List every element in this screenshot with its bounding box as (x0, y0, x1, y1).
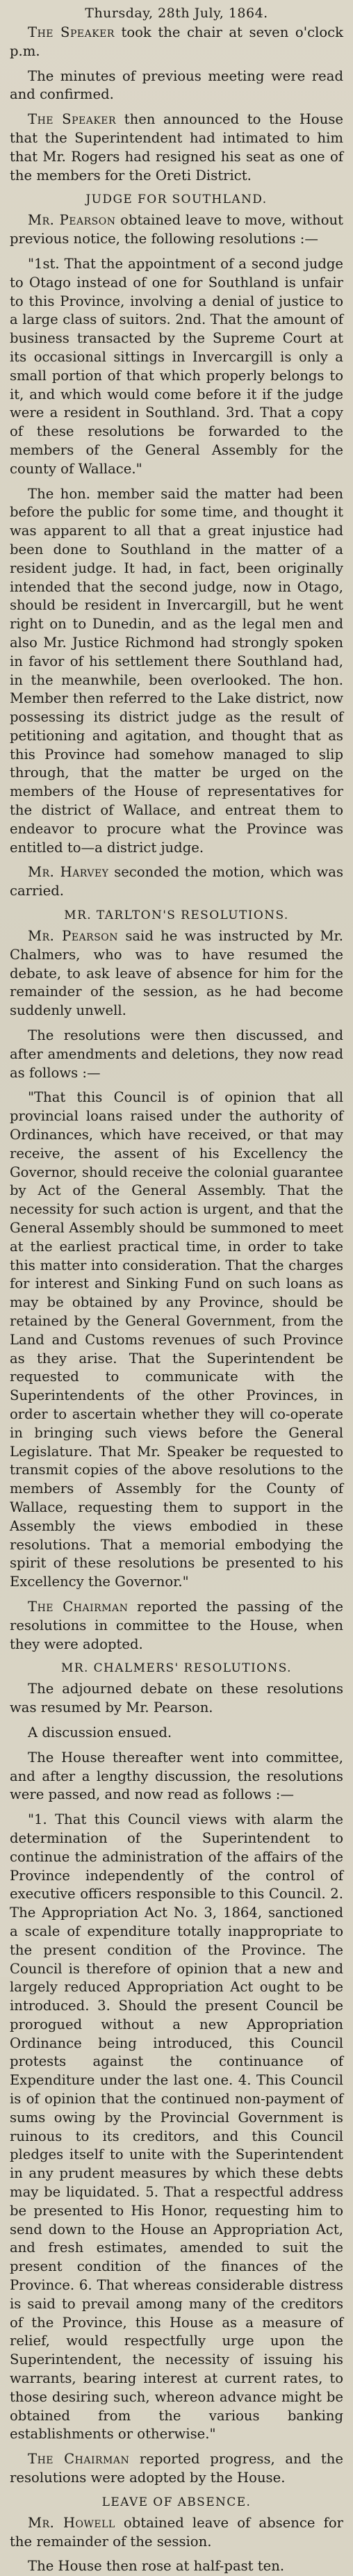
section-heading: LEAVE OF ABSENCE. (101, 2495, 252, 2509)
paragraph-text: obtained leave to move, without previous notice, the following resolutions :— (10, 212, 344, 247)
paragraph (10, 2557, 343, 2576)
paragraph-text: The resolutions were then discussed, and after amendments and deletions, they now read as follows :— (10, 1027, 343, 1081)
paragraph (10, 1598, 343, 1654)
article-body (10, 24, 343, 2576)
paragraph-text: reported the passing of the resolutions in committee to the House, when they were adopted. (10, 1598, 343, 1652)
date-line: Thursday, 28th July, 1864. (85, 6, 268, 21)
paragraph (10, 927, 343, 1020)
paragraph-text: A discussion ensued. (28, 1724, 172, 1741)
paragraph-text: took the chair at seven o'clock p.m. (10, 24, 343, 59)
speaker-name: The Chairman (28, 2451, 130, 2468)
speaker-name: The Speaker (28, 111, 117, 128)
paragraph-text: The adjourned debate on these resolutions was resumed by Mr. Pearson. (10, 1681, 343, 1716)
paragraph-text: The House thereafter went into committee, and after a lengthy discussion, the resolutions were passed, and now read as follows :— (10, 1749, 343, 1803)
paragraph-text: obtained leave of absence for the remainder of the session. (10, 2514, 344, 2550)
paragraph-text: then announced to the House that the Superintendent had intimated to him that Mr. Rogers had resigned his seat as one of the members for the Oreti District. (10, 111, 343, 184)
paragraph-text: The House then rose at half-past ten. (28, 2558, 285, 2575)
paragraph (10, 1811, 343, 2444)
paragraph-text: "That this Council is of opinion that all provincial loans raised under the authority of Ordinances, which have received, or that may receive, the assent of his Excellency the Governor, should receive the colonial guarantee by Act of the General Assembly. That the necessity for such action is urgent, and that the General Assembly should be summoned to meet at the earliest practical time, in order to take this matter into consideration. That the charges for interest and Sinking Fund on such loans as may be obtained by any Province, should be retained by the General Government, from the Land and Customs revenues of such Province as they arise. That the Superintendent be requested to communicate with the Superintendents of the other Provinces, in order to ascertain whether they will co-operate in bringing such views before the General Legislature. That Mr. Speaker be requested to transmit copies of the above resolutions to the members of Assembly for the County of Wallace, requesting them to support in the Assembly the views embodied in these resolutions. That a memorial embodying the spirit of these resolutions be presented to his Excellency the Governor." (10, 1089, 343, 1590)
paragraph (10, 863, 343, 901)
paragraph (10, 2514, 343, 2552)
paragraph-text: The hon. member said the matter had been before the public for some time, and thought it was apparent to all that a great injustice had been done to Southland in the matter of a resident judge. It had, in fact, been originally intended that the second judge, now in Otago, should be resident in Invercargill, but he went right on to Dunedin, and as the legal men and also Mr. Justice Richmond had strongly spoken in favor of his settlement there Southland had, in the meanwhile, been overlooked. The hon. Member then referred to the Lake district, now possessing its district judge as the result of petitioning and agitation, and thought that as this Province had somehow managed to slip through, that the matter be urged on the members of the House of representatives for the district of Wallace, and entreat them to endeavor to procure what the Province was entitled to—a district judge. (10, 485, 343, 856)
paragraph (10, 485, 343, 858)
paragraph (10, 67, 343, 105)
paragraph (10, 1749, 343, 1804)
paragraph (10, 1089, 343, 1592)
paragraph-text: seconded the motion, which was carried. (10, 864, 343, 899)
speaker-name: Mr. Harvey (28, 864, 109, 881)
section-heading: MR. TARLTON'S RESOLUTIONS. (64, 908, 289, 923)
speaker-name: Mr. Pearson (28, 212, 116, 229)
speaker-name: Mr. Pearson (28, 928, 119, 945)
paragraph-text: said he was instructed by Mr. Chalmers, who was to have resumed the debate, to ask leave of absence for him for the remainder of the session, as he had become suddenly unwell. (10, 928, 343, 1019)
paragraph (10, 1027, 343, 1082)
speaker-name: The Chairman (28, 1598, 129, 1615)
section-heading: JUDGE FOR SOUTHLAND. (85, 193, 268, 207)
paragraph (10, 1724, 343, 1743)
paragraph (10, 111, 343, 185)
paragraph (10, 255, 343, 479)
speaker-name: Mr. Howell (28, 2514, 115, 2531)
paragraph (10, 1680, 343, 1718)
section-heading: MR. CHALMERS' RESOLUTIONS. (61, 1661, 292, 1676)
paragraph-text: The minutes of previous meeting were read and confirmed. (10, 67, 343, 103)
paragraph (10, 211, 343, 249)
paragraph (10, 24, 343, 61)
speaker-name: The Speaker (28, 24, 115, 40)
paragraph (10, 2450, 343, 2488)
paragraph-text: "1st. That the appointment of a second judge to Otago instead of one for Southland is unfair to this Province, involving a denial of justice to a large class of suitors. 2nd. That the amount of business transacted by the Supreme Court at its occasional sittings in Invercargill is only a small portion of that which properly belongs to it, and which would come before it if the judge were a resident in Southland. 3rd. That a copy of these resolutions be forwarded to the members of the General Assembly for the county of Wallace." (10, 255, 343, 477)
paragraph-text: reported progress, and the resolutions were adopted by the House. (10, 2451, 343, 2486)
paragraph-text: "1. That this Council views with alarm the determination of the Superintendent to continue the administration of the affairs of the Province independently of the control of executive officers responsible to this Council. 2. The Appropriation Act No. 3, 1864, sanctioned a scale of expenditure totally inappropriate to the present condition of the Province. The Council is therefore of opinion that a new and largely reduced Appropriation Act ought to be introduced. 3. Should the present Council be prorogued without a new Appropriation Ordinance being introduced, this Council protests against the continuance of Expenditure under the last one. 4. This Council is of opinion that the continued non-payment of sums owing by the Provincial Government is ruinous to its creditors, and this Council pledges itself to unite with the Superintendent in any prudent measures by which these debts may be liquidated. 5. That a respectful address be presented to His Honor, requesting him to send down to the House an Appropriation Act, and fresh estimates, amended to suit the present condition of the finances of the Province. 6. That whereas considerable distress is said to prevail among many of the creditors of the Province, this House as a measure of relief, would respectfully urge upon the Superintendent, the necessity of issuing his warrants, bearing interest at current rates, to those desiring such, whereon advance might be obtained from the various banking establishments or otherwise." (10, 1811, 343, 2443)
